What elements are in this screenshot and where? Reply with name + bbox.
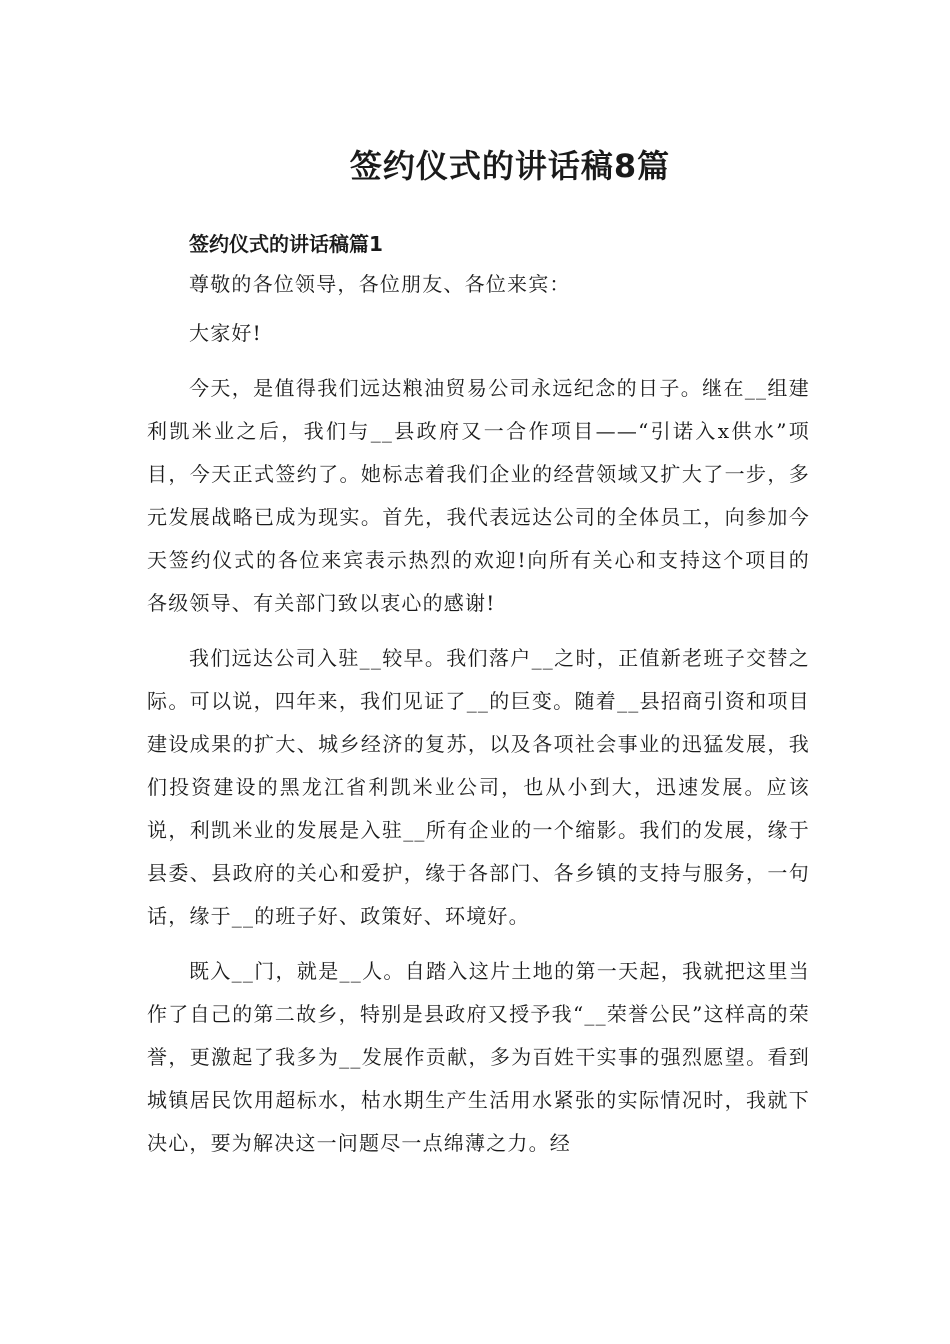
body-paragraph: 我们远达公司入驻__较早。我们落户__之时，正值新老班子交替之际。可以说，四年来，我们见证了__的巨变。随着__县招商引资和项目建设成果的扩大、城乡经济的复苏，以及各项社会事业的迅猛发展，我们投资建设的黑龙江省利凯米业公司，也从小到大，迅速发展。应该说，利凯米业的发展是入驻__所有企业的一个缩影。我们的发展，缘于县委、县政府的关心和爱护，缘于各部门、各乡镇的支持与服务，一句话，缘于__的班子好、政策好、环境好。 xyxy=(147,646,810,928)
greeting-paragraph: 大家好! xyxy=(189,321,262,345)
salutation-paragraph: 尊敬的各位领导，各位朋友、各位来宾： xyxy=(189,272,571,296)
document-title: 签约仪式的讲话稿8篇 xyxy=(349,147,671,185)
body-paragraph: 今天，是值得我们远达粮油贸易公司永远纪念的日子。继在__组建利凯米业之后，我们与__县政府又一合作项目——“引诺入x供水”项目，今天正式签约了。她标志着我们企业的经营领域又扩大了一步，多元发展战略已成为现实。首先，我代表远达公司的全体员工，向参加今天签约仪式的各位来宾表示热烈的欢迎!向所有关心和支持这个项目的各级领导、有关部门致以衷心的感谢! xyxy=(147,376,810,615)
document-body xyxy=(147,224,810,1165)
body-paragraph: 既入__门，就是__人。自踏入这片土地的第一天起，我就把这里当作了自己的第二故乡，特别是县政府又授予我“__荣誉公民”这样高的荣誉，更激起了我多为__发展作贡献，多为百姓干实事的强烈愿望。看到城镇居民饮用超标水，枯水期生产生活用水紧张的实际情况时，我就下决心，要为解决这一问题尽一点绵薄之力。经 xyxy=(147,959,810,1155)
section-heading: 签约仪式的讲话稿篇1 xyxy=(189,232,383,256)
